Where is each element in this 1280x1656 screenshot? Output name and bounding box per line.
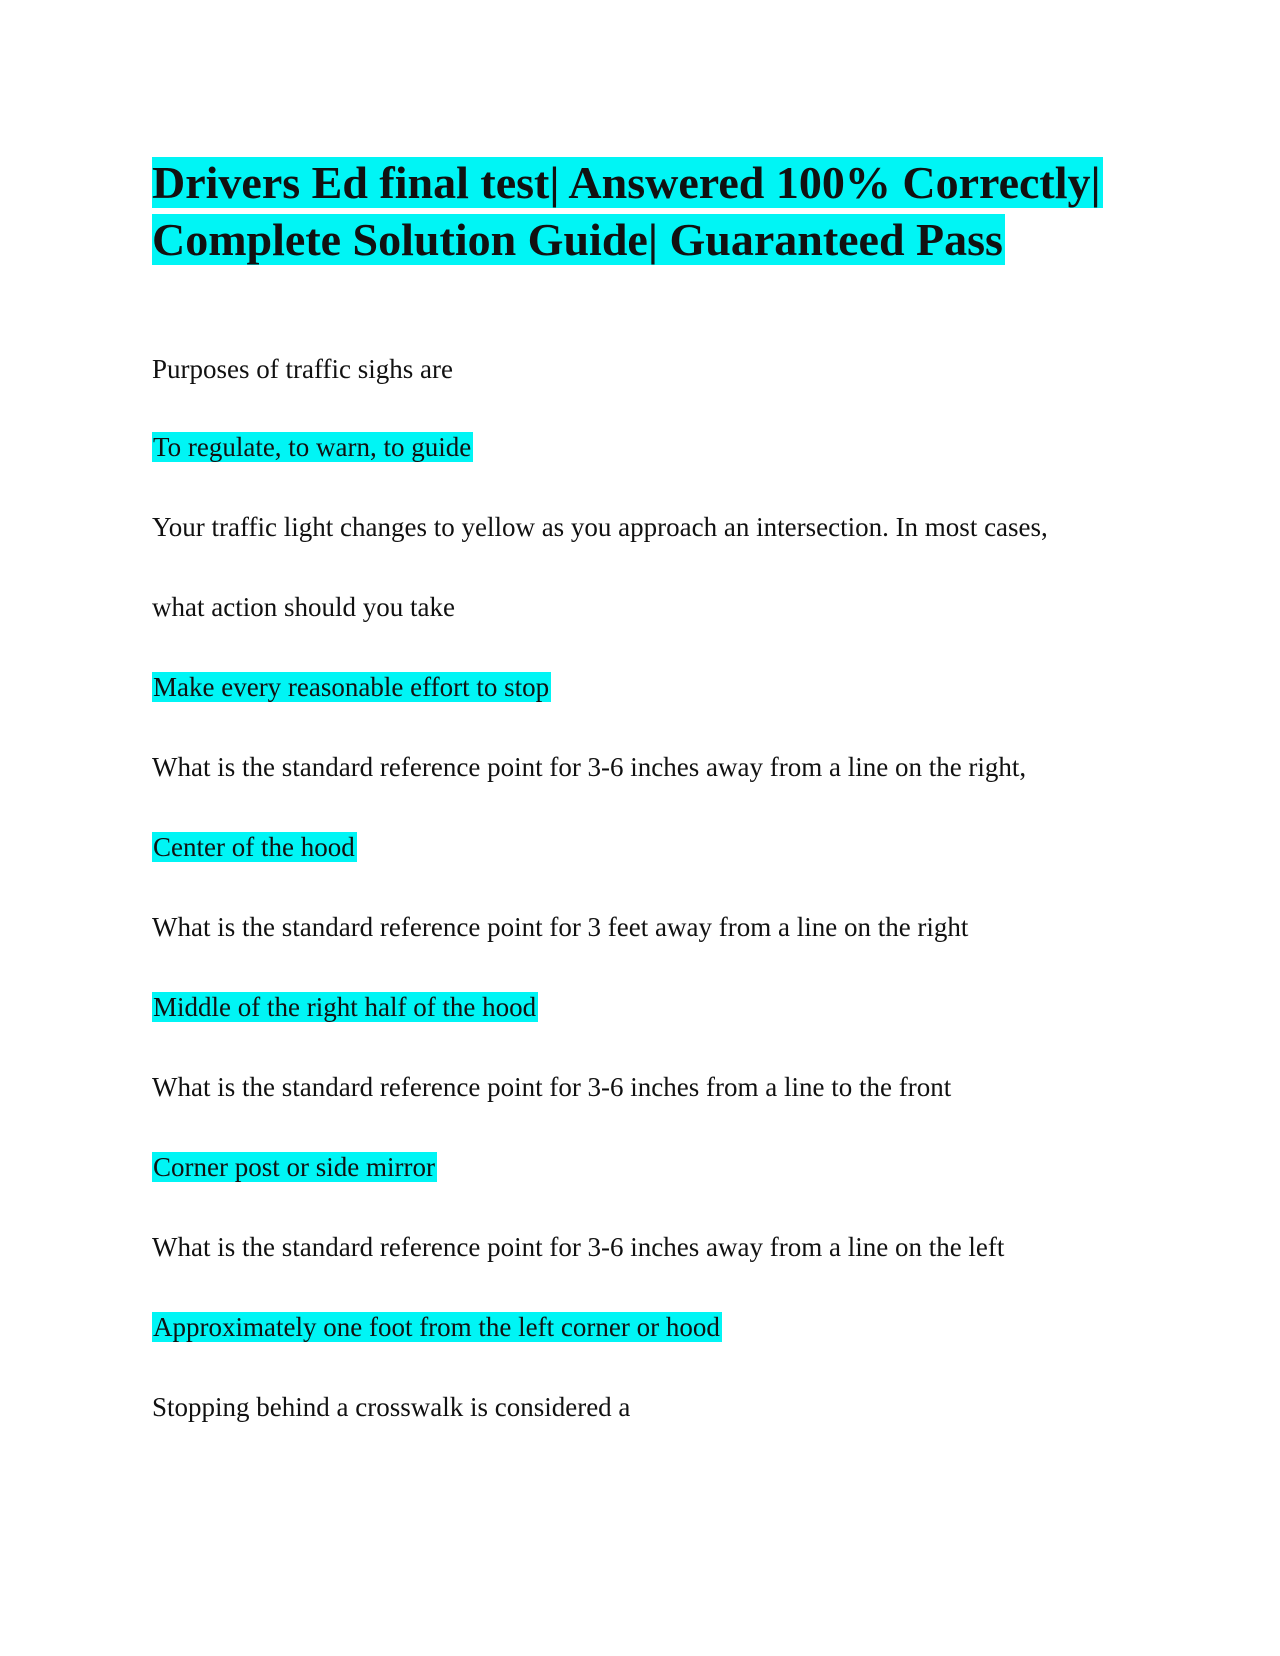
answer-6-line [152,1310,722,1344]
title-highlight: Drivers Ed final test| Answered 100% Correctly| Complete Solution Guide| Guaranteed Pass [152,157,1101,265]
question-6: What is the standard reference point for 3-6 inches away from a line on the left [152,1232,1005,1262]
answer-1: To regulate, to warn, to guide [153,432,472,462]
answer-2: Make every reasonable effort to stop [153,672,550,702]
question-3: What is the standard reference point for 3-6 inches away from a line on the right, [152,752,1027,782]
question-7: Stopping behind a crosswalk is considered a [152,1392,631,1422]
question-2-line-1: Your traffic light changes to yellow as you approach an intersection. In most cases, [152,512,1048,542]
question-1: Purposes of traffic sighs are [152,354,453,384]
answer-3: Center of the hood [153,832,355,862]
answer-2-line [152,670,551,704]
document-title [152,154,1152,268]
answer-3-line [152,830,357,864]
answer-5-line [152,1150,437,1184]
question-4: What is the standard reference point for 3 feet away from a line on the right [152,912,969,942]
answer-1-line [152,430,473,464]
question-5: What is the standard reference point for 3-6 inches from a line to the front [152,1072,952,1102]
answer-5: Corner post or side mirror [153,1152,435,1182]
question-2-line-2: what action should you take [152,592,455,622]
answer-6: Approximately one foot from the left corner or hood [153,1312,720,1342]
answer-4: Middle of the right half of the hood [153,992,537,1022]
answer-4-line [152,990,538,1024]
